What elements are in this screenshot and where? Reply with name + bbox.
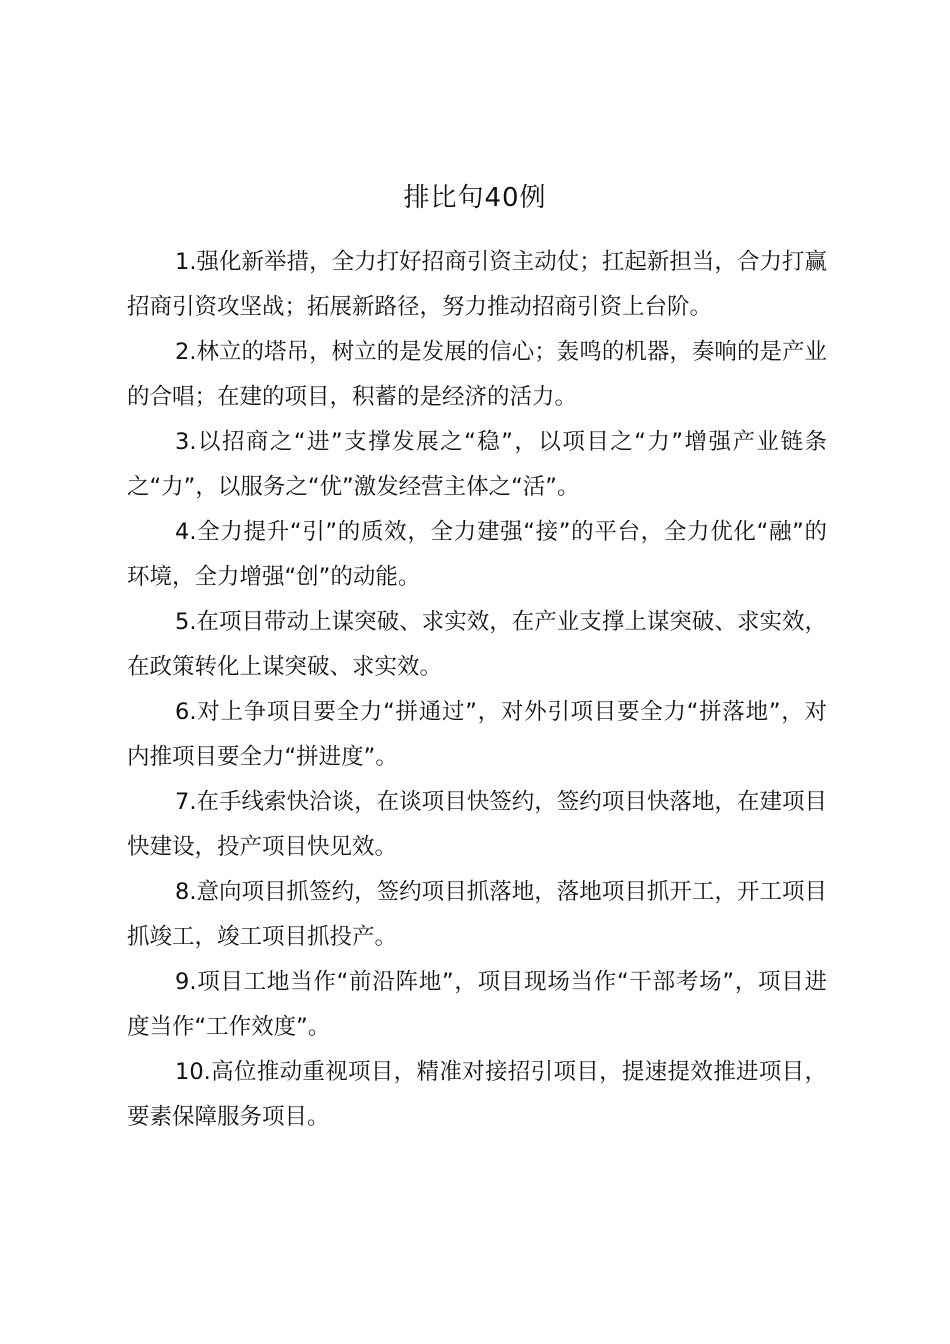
paragraph-1: 1.强化新举措，全力打好招商引资主动仗；扛起新担当，合力打赢招商引资攻坚战；拓展新路径，努力推动招商引资上台阶。 <box>127 249 827 320</box>
document-title: 排比句40例 <box>403 183 547 213</box>
document-body <box>127 240 827 1140</box>
paragraph-8: 8.意向项目抓签约，签约项目抓落地，落地项目抓开工，开工项目抓竣工，竣工项目抓投产。 <box>127 879 827 950</box>
paragraph-7: 7.在手线索快洽谈，在谈项目快签约，签约项目快落地，在建项目快建设，投产项目快见效。 <box>127 789 827 860</box>
paragraph-6: 6.对上争项目要全力“拼通过”，对外引项目要全力“拼落地”，对内推项目要全力“拼进度”。 <box>127 699 827 770</box>
paragraph-9: 9.项目工地当作“前沿阵地”，项目现场当作“干部考场”，项目进度当作“工作效度”。 <box>127 969 827 1040</box>
paragraph-2: 2.林立的塔吊，树立的是发展的信心；轰鸣的机器，奏响的是产业的合唱；在建的项目，积蓄的是经济的活力。 <box>127 339 827 410</box>
paragraph-4: 4.全力提升“引”的质效，全力建强“接”的平台，全力优化“融”的环境，全力增强“创”的动能。 <box>127 519 827 590</box>
paragraph-10: 10.高位推动重视项目，精准对接招引项目，提速提效推进项目，要素保障服务项目。 <box>127 1059 827 1130</box>
paragraph-5: 5.在项目带动上谋突破、求实效，在产业支撑上谋突破、求实效，在政策转化上谋突破、求实效。 <box>127 609 827 680</box>
paragraph-3: 3.以招商之“进”支撑发展之“稳”，以项目之“力”增强产业链条之“力”，以服务之“优”激发经营主体之“活”。 <box>127 429 827 500</box>
